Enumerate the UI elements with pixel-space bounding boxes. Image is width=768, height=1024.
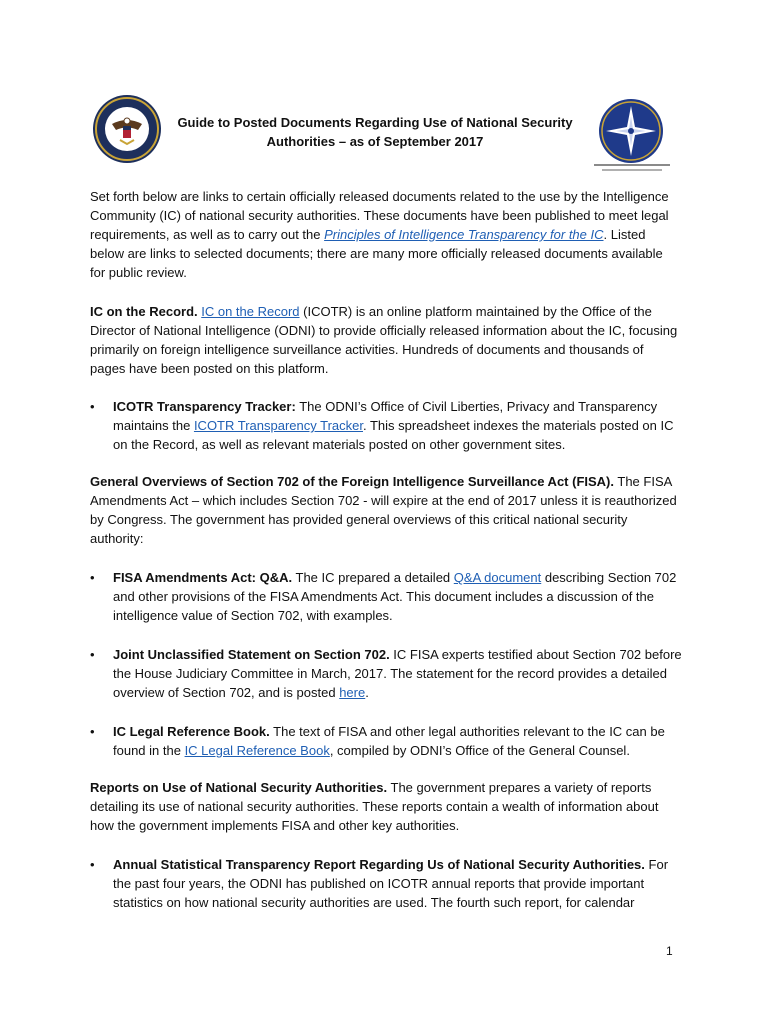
document-title	[170, 113, 580, 151]
icotr-paragraph: IC on the Record. IC on the Record (ICOTR) is an online platform maintained by the Office of the Director of National Intelligence (ODNI) to provide officially released information about the IC, focusing primarily on foreign intelligence surveillance activities. Hundreds of documents and thousands of pages have been posted on this platform.	[90, 304, 678, 376]
bullet-icon: •	[90, 724, 95, 739]
page-number: 1	[666, 944, 673, 958]
annual-heading: Annual Statistical Transparency Report Regarding Us of National Security Authorities.	[113, 857, 645, 872]
bullet-icon: •	[90, 647, 95, 662]
bullet-icon: •	[90, 570, 95, 585]
reports-heading: Reports on Use of National Security Authorities.	[90, 780, 388, 795]
legal-heading: IC Legal Reference Book.	[113, 724, 270, 739]
overviews-paragraph: General Overviews of Section 702 of the Foreign Intelligence Surveillance Act (FISA). The FISA Amendments Act – which includes Section 702 - will expire at the end of 2017 unless it is reauthorized by Congress. The government has provided general overviews of this critical national security authority:	[90, 474, 677, 546]
faa-heading: FISA Amendments Act: Q&A.	[113, 570, 293, 585]
bullet-icon: •	[90, 399, 95, 414]
joint-heading: Joint Unclassified Statement on Section 702.	[113, 647, 390, 662]
ic-legal-reference-book-link[interactable]: IC Legal Reference Book	[184, 743, 330, 758]
ic-transparency-seal-icon	[598, 98, 664, 164]
seal-caption-text-icon	[590, 162, 674, 174]
icotr-heading: IC on the Record.	[90, 304, 198, 319]
tracker-heading: ICOTR Transparency Tracker:	[113, 399, 296, 414]
joint-statement-here-link[interactable]: here	[339, 685, 366, 700]
document-page: Guide to Posted Documents Regarding Use of National Security Authorities – as of September 2017 Set forth below are links to certain officially released documents related to the use by the Intelligence Community (IC) of national security authorities. These documents have been published to meet legal requirements, as well as to carry out the Principles of Intelligence Transparency for the IC. Listed below are links to selected documents; there are many more officially released documents available for public review. IC on the Record. IC on the Record (ICOTR) is an online platform maintained by the Office of the Director of National Intelligence (ODNI) to provide officially released information about the IC, focusing primarily on foreign intelligence surveillance activities. Hundreds of documents and thousands of pages have been posted on this platform. • ICOTR Transparency Tracker: The ODNI’s Office of Civil Liberties, Privacy and Transparency maintains the ICOTR Transparency Tracker. This spreadsheet indexes the materials posted on IC on the Record, as well as relevant materials posted on other government sites. General Overviews of Section 702 of the Foreign Intelligence Surveillance Act (FISA). The FISA Amendments Act – which includes Section 702 - will expire at the end of 2017 unless it is reauthorized by Congress. The government has provided general overviews of this critical national security authority: • FISA Amendments Act: Q&A. The IC prepared a detailed Q&A document describing Section 702 and other provisions of the FISA Amendments Act. This document includes a discussion of the intelligence value of Section 702, with examples. • Joint Unclassified Statement on Section 702. IC FISA experts testified about Section 702 before the House Judiciary Committee in March, 2017. The statement for the record provides a detailed overview of Section 702, and is posted here. • IC Legal Reference Book. The text of FISA and other legal authorities relevant to the IC can be found in the IC Legal Reference Book, compiled by ODNI’s Office of the General Counsel. Reports on Use of National Security Authorities. The government prepares a variety of reports detailing its use of national security authorities. These reports contain a wealth of information about how the government implements FISA and other key authorities. • Annual Statistical Transparency Report Regarding Us of National Security Authorities. For the past four years, the ODNI has published on ICOTR annual reports that provide important statistics on how national security authorities are used. The fourth such report, for calendar 1	[0, 0, 768, 1024]
overviews-heading: General Overviews of Section 702 of the Foreign Intelligence Surveillance Act (FISA).	[90, 474, 614, 489]
reports-paragraph: Reports on Use of National Security Authorities. The government prepares a variety of reports detailing its use of national security authorities. These reports contain a wealth of information about how the government implements FISA and other key authorities.	[90, 780, 659, 833]
ic-on-the-record-link[interactable]: IC on the Record	[201, 304, 300, 319]
icotr-transparency-tracker-link[interactable]: ICOTR Transparency Tracker	[193, 418, 363, 433]
intro-paragraph: Set forth below are links to certain officially released documents related to the use by the Intelligence Community (IC) of national security authorities. These documents have been published to meet legal requirements, as well as to carry out the Principles of Intelligence Transparency for the IC. Listed below are links to selected documents; there are many more officially released documents available for public review.	[90, 189, 669, 280]
title-line-1: Guide to Posted Documents Regarding Use of National Security	[177, 115, 573, 130]
principles-link[interactable]: Principles of Intelligence Transparency for the IC	[324, 227, 604, 242]
bullet-icon: •	[90, 857, 95, 872]
qa-document-link[interactable]: Q&A document	[453, 570, 542, 585]
title-line-2: Authorities – as of September 2017	[266, 134, 484, 149]
odni-seal-icon	[92, 94, 162, 164]
